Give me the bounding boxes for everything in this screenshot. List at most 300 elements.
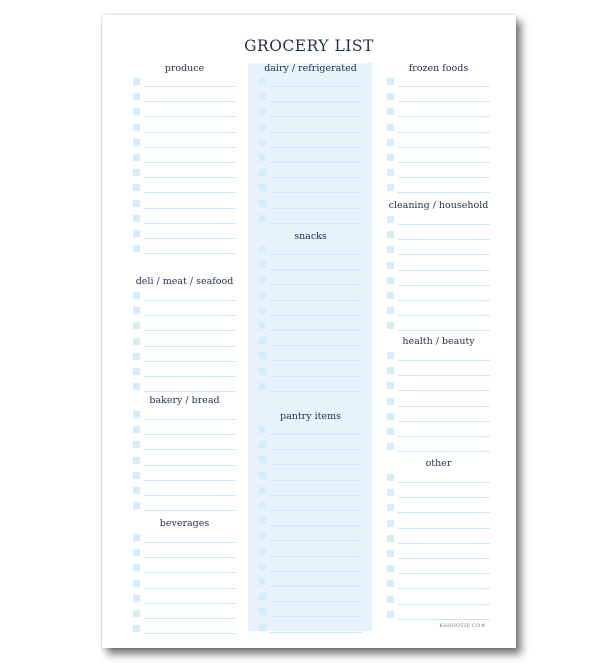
checkbox[interactable] <box>387 565 394 572</box>
write-line <box>270 586 362 587</box>
write-line <box>144 238 236 239</box>
list-entry-line[interactable] <box>259 382 362 392</box>
section-heading-health: health / beauty <box>402 336 475 347</box>
list-entry-line[interactable] <box>259 440 362 450</box>
write-line <box>144 346 236 347</box>
checkbox[interactable] <box>133 368 140 375</box>
checkbox[interactable] <box>259 383 266 390</box>
write-line <box>144 434 236 435</box>
checkbox[interactable] <box>133 457 140 464</box>
write-line <box>144 223 236 224</box>
checkbox[interactable] <box>259 292 266 299</box>
checkbox[interactable] <box>259 517 266 524</box>
write-line <box>398 558 490 559</box>
section-heading-frozen: frozen foods <box>408 63 469 74</box>
write-line <box>144 147 236 148</box>
write-line <box>270 300 362 301</box>
list-entry-line[interactable] <box>387 183 490 193</box>
list-entry-line[interactable] <box>259 107 362 117</box>
checkbox[interactable] <box>387 246 394 253</box>
checkbox[interactable] <box>133 353 140 360</box>
write-line <box>144 465 236 466</box>
list-entry-line[interactable] <box>259 245 362 255</box>
checkbox[interactable] <box>387 520 394 527</box>
checkbox[interactable] <box>259 593 266 600</box>
list-entry-line[interactable] <box>259 123 362 133</box>
list-entry-line[interactable] <box>133 138 236 148</box>
write-line <box>270 480 362 481</box>
checkbox[interactable] <box>259 139 266 146</box>
checkbox[interactable] <box>387 108 394 115</box>
checkbox[interactable] <box>133 230 140 237</box>
write-line <box>270 616 362 617</box>
checkbox[interactable] <box>259 441 266 448</box>
checkbox[interactable] <box>387 443 394 450</box>
checkbox[interactable] <box>259 368 266 375</box>
list-entry-line[interactable] <box>259 306 362 316</box>
checkbox[interactable] <box>259 215 266 222</box>
list-entry-line[interactable] <box>133 533 236 543</box>
write-line <box>270 540 362 541</box>
write-line <box>398 86 490 87</box>
write-line <box>144 376 236 377</box>
checkbox[interactable] <box>387 398 394 405</box>
list-entry-line[interactable] <box>259 260 362 270</box>
list-entry-line[interactable] <box>133 609 236 619</box>
list-entry-line[interactable] <box>387 442 490 452</box>
write-line <box>144 86 236 87</box>
write-line <box>270 116 362 117</box>
list-entry-line[interactable] <box>133 563 236 573</box>
list-entry-line[interactable] <box>133 594 236 604</box>
list-entry-line[interactable] <box>259 623 362 633</box>
write-line <box>144 480 236 481</box>
write-line <box>144 542 236 543</box>
checkbox[interactable] <box>259 124 266 131</box>
checkbox[interactable] <box>259 472 266 479</box>
list-entry-line[interactable] <box>133 440 236 450</box>
list-entry-line[interactable] <box>387 397 490 407</box>
write-line <box>398 375 490 376</box>
list-entry-line[interactable] <box>259 592 362 602</box>
write-line <box>144 253 236 254</box>
list-entry-line[interactable] <box>387 276 490 286</box>
checkbox[interactable] <box>259 246 266 253</box>
list-entry-line[interactable] <box>259 291 362 301</box>
checkbox[interactable] <box>259 93 266 100</box>
checkbox[interactable] <box>259 337 266 344</box>
checkbox[interactable] <box>387 382 394 389</box>
list-entry-line[interactable] <box>387 261 490 271</box>
list-entry-line[interactable] <box>387 306 490 316</box>
list-entry-line[interactable] <box>259 486 362 496</box>
checkbox[interactable] <box>387 535 394 542</box>
list-entry-line[interactable] <box>133 456 236 466</box>
checkbox[interactable] <box>133 502 140 509</box>
checkbox[interactable] <box>259 487 266 494</box>
checkbox[interactable] <box>259 426 266 433</box>
write-line <box>398 177 490 178</box>
list-entry-line[interactable] <box>387 534 490 544</box>
checkbox[interactable] <box>259 322 266 329</box>
write-line <box>398 315 490 316</box>
checkbox[interactable] <box>387 154 394 161</box>
list-entry-line[interactable] <box>133 367 236 377</box>
checkbox[interactable] <box>387 580 394 587</box>
write-line <box>144 391 236 392</box>
write-line <box>144 208 236 209</box>
write-line <box>270 147 362 148</box>
write-line <box>270 525 362 526</box>
checkbox[interactable] <box>259 200 266 207</box>
checkbox[interactable] <box>259 169 266 176</box>
list-entry-line[interactable] <box>133 548 236 558</box>
list-entry-line[interactable] <box>133 306 236 316</box>
section-heading-beverages: beverages <box>159 518 210 529</box>
list-entry-line[interactable] <box>387 321 490 331</box>
checkbox[interactable] <box>133 487 140 494</box>
list-entry-line[interactable] <box>387 427 490 437</box>
checkbox[interactable] <box>133 93 140 100</box>
write-line <box>270 376 362 377</box>
checkbox[interactable] <box>133 534 140 541</box>
checkbox[interactable] <box>387 307 394 314</box>
list-entry-line[interactable] <box>259 471 362 481</box>
write-line <box>144 603 236 604</box>
checkbox[interactable] <box>387 124 394 131</box>
write-line <box>270 132 362 133</box>
checkbox[interactable] <box>387 231 394 238</box>
write-line <box>270 495 362 496</box>
write-line <box>398 451 490 452</box>
list-entry-line[interactable] <box>387 138 490 148</box>
list-entry-line[interactable] <box>259 577 362 587</box>
list-entry-line[interactable] <box>133 214 236 224</box>
write-line <box>398 116 490 117</box>
write-line <box>144 315 236 316</box>
checkbox[interactable] <box>133 625 140 632</box>
write-line <box>144 192 236 193</box>
list-entry-line[interactable] <box>387 610 490 620</box>
write-line <box>398 528 490 529</box>
checkbox[interactable] <box>387 262 394 269</box>
list-entry-line[interactable] <box>387 123 490 133</box>
list-entry-line[interactable] <box>259 351 362 361</box>
write-line <box>398 482 490 483</box>
list-entry-line[interactable] <box>387 412 490 422</box>
section-heading-produce: produce <box>164 63 205 74</box>
list-entry-line[interactable] <box>259 153 362 163</box>
write-line <box>144 330 236 331</box>
write-line <box>144 449 236 450</box>
write-line <box>144 495 236 496</box>
checkbox[interactable] <box>259 184 266 191</box>
write-line <box>144 419 236 420</box>
checkbox[interactable] <box>387 216 394 223</box>
list-entry-line[interactable] <box>133 244 236 254</box>
section-heading-snacks: snacks <box>294 231 327 242</box>
list-entry-line[interactable] <box>133 337 236 347</box>
write-line <box>270 556 362 557</box>
list-entry-line[interactable] <box>387 77 490 87</box>
checkbox[interactable] <box>133 564 140 571</box>
checkbox[interactable] <box>259 502 266 509</box>
list-entry-line[interactable] <box>259 183 362 193</box>
list-entry-line[interactable] <box>259 336 362 346</box>
checkbox[interactable] <box>133 200 140 207</box>
page-title: GROCERY LIST <box>244 37 374 55</box>
checkbox[interactable] <box>259 261 266 268</box>
checkbox[interactable] <box>259 352 266 359</box>
checkbox[interactable] <box>133 215 140 222</box>
write-line <box>398 588 490 589</box>
write-line <box>270 269 362 270</box>
write-line <box>270 177 362 178</box>
list-entry-line[interactable] <box>133 92 236 102</box>
write-line <box>398 254 490 255</box>
write-line <box>398 360 490 361</box>
checkbox[interactable] <box>387 139 394 146</box>
list-entry-line[interactable] <box>133 107 236 117</box>
checkbox[interactable] <box>133 184 140 191</box>
write-line <box>144 557 236 558</box>
checkbox[interactable] <box>133 441 140 448</box>
write-line <box>398 147 490 148</box>
list-entry-line[interactable] <box>387 230 490 240</box>
checkbox[interactable] <box>387 78 394 85</box>
write-line <box>398 330 490 331</box>
write-line <box>144 177 236 178</box>
list-entry-line[interactable] <box>133 229 236 239</box>
list-entry-line[interactable] <box>259 92 362 102</box>
checkbox[interactable] <box>133 472 140 479</box>
checkbox[interactable] <box>387 93 394 100</box>
list-entry-line[interactable] <box>259 367 362 377</box>
write-line <box>144 618 236 619</box>
checkbox[interactable] <box>133 338 140 345</box>
write-line <box>270 330 362 331</box>
write-line <box>270 510 362 511</box>
list-entry-line[interactable] <box>259 168 362 178</box>
checkbox[interactable] <box>133 549 140 556</box>
checkbox[interactable] <box>133 139 140 146</box>
list-entry-line[interactable] <box>259 138 362 148</box>
checkbox[interactable] <box>259 608 266 615</box>
write-line <box>270 192 362 193</box>
grocery-list-sheet <box>102 15 516 648</box>
list-entry-line[interactable] <box>259 321 362 331</box>
list-entry-line[interactable] <box>133 168 236 178</box>
checkbox[interactable] <box>133 154 140 161</box>
write-line <box>270 254 362 255</box>
write-line <box>398 239 490 240</box>
checkbox[interactable] <box>387 428 394 435</box>
write-line <box>270 162 362 163</box>
write-line <box>144 300 236 301</box>
list-entry-line[interactable] <box>259 214 362 224</box>
section-heading-cleaning: cleaning / household <box>388 200 489 211</box>
list-entry-line[interactable] <box>387 168 490 178</box>
checkbox[interactable] <box>133 108 140 115</box>
checkbox[interactable] <box>387 184 394 191</box>
write-line <box>398 421 490 422</box>
write-line <box>398 285 490 286</box>
checkbox[interactable] <box>133 78 140 85</box>
list-entry-line[interactable] <box>387 381 490 391</box>
list-entry-line[interactable] <box>387 488 490 498</box>
list-entry-line[interactable] <box>133 321 236 331</box>
list-entry-line[interactable] <box>259 607 362 617</box>
write-line <box>144 633 236 634</box>
checkbox[interactable] <box>259 563 266 570</box>
checkbox[interactable] <box>387 292 394 299</box>
write-line <box>270 208 362 209</box>
checkbox[interactable] <box>133 383 140 390</box>
list-entry-line[interactable] <box>259 516 362 526</box>
list-entry-line[interactable] <box>387 153 490 163</box>
write-line <box>398 192 490 193</box>
checkbox[interactable] <box>133 411 140 418</box>
checkbox[interactable] <box>259 307 266 314</box>
write-line <box>398 512 490 513</box>
checkbox[interactable] <box>387 489 394 496</box>
checkbox[interactable] <box>259 108 266 115</box>
list-entry-line[interactable] <box>133 77 236 87</box>
write-line <box>270 345 362 346</box>
list-entry-line[interactable] <box>387 595 490 605</box>
write-line <box>270 464 362 465</box>
checkbox[interactable] <box>133 307 140 314</box>
write-line <box>270 315 362 316</box>
list-entry-line[interactable] <box>133 382 236 392</box>
list-entry-line[interactable] <box>387 351 490 361</box>
write-line <box>270 360 362 361</box>
checkbox[interactable] <box>387 474 394 481</box>
list-entry-line[interactable] <box>387 366 490 376</box>
checkbox[interactable] <box>133 595 140 602</box>
list-entry-line[interactable] <box>133 123 236 133</box>
checkbox[interactable] <box>387 352 394 359</box>
write-line <box>270 284 362 285</box>
list-entry-line[interactable] <box>133 471 236 481</box>
list-entry-line[interactable] <box>387 519 490 529</box>
checkbox[interactable] <box>387 550 394 557</box>
list-entry-line[interactable] <box>259 562 362 572</box>
list-entry-line[interactable] <box>387 549 490 559</box>
list-entry-line[interactable] <box>387 579 490 589</box>
checkbox[interactable] <box>133 580 140 587</box>
section-heading-other: other <box>425 458 452 469</box>
list-entry-line[interactable] <box>387 215 490 225</box>
checkbox[interactable] <box>387 504 394 511</box>
list-entry-line[interactable] <box>387 503 490 513</box>
write-line <box>144 116 236 117</box>
checkbox[interactable] <box>259 456 266 463</box>
write-line <box>398 619 490 620</box>
checkbox[interactable] <box>387 413 394 420</box>
checkbox[interactable] <box>133 426 140 433</box>
checkbox[interactable] <box>259 154 266 161</box>
write-line <box>270 632 362 633</box>
checkbox[interactable] <box>259 276 266 283</box>
write-line <box>398 573 490 574</box>
checkbox[interactable] <box>133 292 140 299</box>
write-line <box>270 101 362 102</box>
list-entry-line[interactable] <box>387 564 490 574</box>
list-entry-line[interactable] <box>133 183 236 193</box>
write-line <box>398 270 490 271</box>
write-line <box>270 86 362 87</box>
checkbox[interactable] <box>259 532 266 539</box>
write-line <box>144 101 236 102</box>
write-line <box>144 162 236 163</box>
checkbox[interactable] <box>259 548 266 555</box>
list-entry-line[interactable] <box>259 501 362 511</box>
write-line <box>270 571 362 572</box>
list-entry-line[interactable] <box>133 199 236 209</box>
list-entry-line[interactable] <box>133 624 236 634</box>
write-line <box>398 436 490 437</box>
checkbox[interactable] <box>259 578 266 585</box>
checkbox[interactable] <box>259 78 266 85</box>
list-entry-line[interactable] <box>387 92 490 102</box>
checkbox[interactable] <box>133 245 140 252</box>
checkbox[interactable] <box>387 169 394 176</box>
list-entry-line[interactable] <box>133 579 236 589</box>
write-line <box>398 162 490 163</box>
write-line <box>398 224 490 225</box>
list-entry-line[interactable] <box>387 245 490 255</box>
list-entry-line[interactable] <box>387 291 490 301</box>
section-heading-dairy: dairy / refrigerated <box>264 63 357 74</box>
write-line <box>144 572 236 573</box>
list-entry-line[interactable] <box>387 107 490 117</box>
write-line <box>398 300 490 301</box>
list-entry-line[interactable] <box>259 531 362 541</box>
list-entry-line[interactable] <box>133 153 236 163</box>
write-line <box>144 361 236 362</box>
list-entry-line[interactable] <box>133 352 236 362</box>
list-entry-line[interactable] <box>259 199 362 209</box>
checkbox[interactable] <box>387 322 394 329</box>
write-line <box>398 543 490 544</box>
checkbox[interactable] <box>133 124 140 131</box>
list-entry-line[interactable] <box>259 77 362 87</box>
write-line <box>398 101 490 102</box>
write-line <box>398 497 490 498</box>
list-entry-line[interactable] <box>133 291 236 301</box>
checkbox[interactable] <box>259 624 266 631</box>
checkbox[interactable] <box>133 610 140 617</box>
checkbox[interactable] <box>387 611 394 618</box>
list-entry-line[interactable] <box>259 425 362 435</box>
list-entry-line[interactable] <box>133 410 236 420</box>
list-entry-line[interactable] <box>259 455 362 465</box>
list-entry-line[interactable] <box>387 473 490 483</box>
list-entry-line[interactable] <box>259 275 362 285</box>
checkbox[interactable] <box>387 277 394 284</box>
write-line <box>144 510 236 511</box>
list-entry-line[interactable] <box>259 547 362 557</box>
list-entry-line[interactable] <box>133 425 236 435</box>
checkbox[interactable] <box>387 367 394 374</box>
checkbox[interactable] <box>387 596 394 603</box>
checkbox[interactable] <box>133 322 140 329</box>
list-entry-line[interactable] <box>133 486 236 496</box>
write-line <box>144 588 236 589</box>
list-entry-line[interactable] <box>133 501 236 511</box>
checkbox[interactable] <box>133 169 140 176</box>
